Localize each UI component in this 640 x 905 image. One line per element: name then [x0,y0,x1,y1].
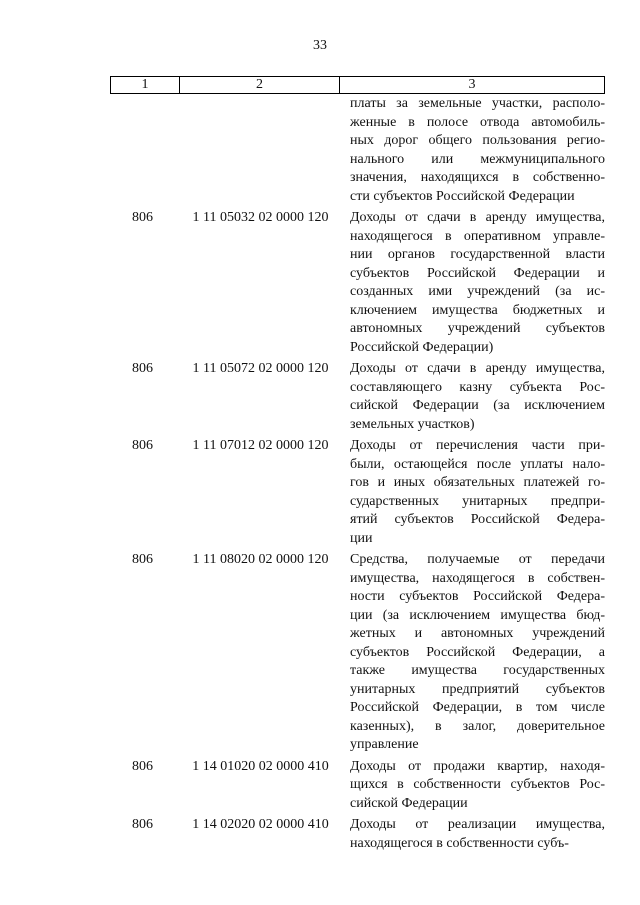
description-line: Российской Федерации) [350,339,494,355]
admin-code: 806 [132,438,153,453]
description-line: ных дорог общего пользования регио- [350,133,605,148]
budget-classification-code: 1 11 07012 02 0000 120 [192,438,329,453]
revenue-description [350,551,605,755]
description-line: ключением имущества бюджетных и [350,302,605,318]
description-line: ции [350,530,373,546]
description-line: ности субъектов Российской Федера- [350,589,605,604]
description-line: казенных), в залог, доверительное [350,718,605,734]
description-line: управление [350,737,419,752]
table-row [110,551,605,755]
table-row [110,209,605,357]
description-line: гов и иных обязательных платежей го- [350,475,605,490]
table-row [110,95,605,206]
page-number: 33 [313,38,327,53]
admin-code: 806 [132,758,153,774]
description-line: находящегося в собственности субъ- [350,835,569,851]
description-line: Доходы от реализации имущества, [350,817,605,832]
revenue-description [350,360,605,434]
description-line: субъектов Российской Федерации и [350,265,605,281]
budget-classification-code: 1 14 02020 02 0000 410 [192,817,329,832]
table-row [110,360,605,434]
table-body [110,95,605,853]
description-line: Средства, получаемые от передачи [350,552,605,567]
description-line: Доходы от сдачи в аренду имущества, [350,361,605,376]
description-line: щихся в собственности субъектов Рос- [350,777,605,792]
budget-classification-code: 1 11 05032 02 0000 120 [192,210,329,225]
revenue-description [350,95,605,206]
description-line: сти субъектов Российской Федерации [350,188,575,204]
budget-classification-code: 1 11 08020 02 0000 120 [192,552,329,567]
description-line: сийской Федерации (за исключением [350,398,605,413]
admin-code: 806 [132,361,153,376]
description-line: созданных ими учреждений (за ис- [350,284,605,299]
budget-classification-code: 1 14 01020 02 0000 410 [192,758,329,774]
description-line: земельных участков) [350,416,475,432]
description-line: Российской Федерации, в том числе [350,700,605,715]
revenue-description [350,758,605,814]
admin-code: 806 [132,552,153,567]
description-line: женные в полосе отвода автомобиль- [350,114,605,130]
header-cell-3: 3 [340,76,605,94]
table-row [110,437,605,548]
description-line: нии органов государственной власти [350,247,605,262]
admin-code: 806 [132,210,153,225]
description-line: автономных учреждений субъектов [350,321,605,336]
description-line: также имущества государственных [350,663,605,678]
description-line: Доходы от перечисления части при- [350,438,605,453]
description-line: нального или межмуниципального [350,151,605,167]
description-line: ции (за исключением имущества бюд- [350,607,605,623]
revenue-description [350,437,605,548]
header-cell-2: 2 [180,76,340,94]
description-line: Доходы от продажи квартир, находя- [350,758,605,774]
admin-code: 806 [132,817,153,832]
description-line: унитарных предприятий субъектов [350,681,605,697]
table-row [110,758,605,814]
description-line: сударственных унитарных предпри- [350,493,605,509]
description-line: ятий субъектов Российской Федера- [350,512,605,527]
description-line: субъектов Российской Федерации, а [350,644,605,660]
description-line: сийской Федерации [350,795,468,811]
description-line: были, остающейся после уплаты нало- [350,456,605,472]
description-line: платы за земельные участки, располо- [350,96,605,111]
table-row [110,816,605,853]
description-line: составляющего казну субъекта Рос- [350,379,605,395]
budget-classification-code: 1 11 05072 02 0000 120 [192,361,329,376]
description-line: значения, находящихся в собственно- [350,170,605,185]
description-line: Доходы от сдачи в аренду имущества, [350,210,605,225]
revenue-description [350,816,605,853]
header-cell-1: 1 [110,76,180,94]
description-line: жетных и автономных учреждений [350,626,605,641]
table-header [110,76,605,94]
revenue-description [350,209,605,357]
description-line: имущества, находящегося в собствен- [350,570,605,586]
description-line: находящегося в оперативном управле- [350,228,605,244]
